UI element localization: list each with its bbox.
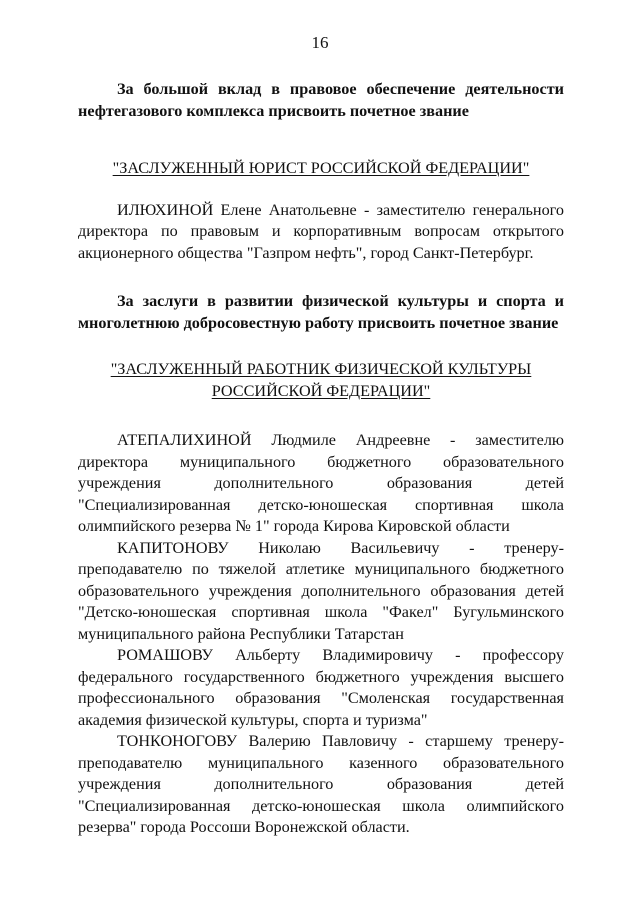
award-recipient-romashov: РОМАШОВУ Альберту Владимировичу - профессору федерального государственного бюджетного учреждения высшего профессионального образования "Смоленская государственная академия физической культуры, спорта и туризма" [78, 646, 564, 729]
award-recipient-atepalikhina: АТЕПАЛИХИНОЙ Людмиле Андреевне - заместителю директора муниципального бюджетного образовательного учреждения дополнительного образования детей "Специализированная детско-юношеская спортивная школа олимпийского резерва № 1" города Кирова Кировской области [78, 431, 564, 535]
award-title-line: "ЗАСЛУЖЕННЫЙ ЮРИСТ РОССИЙСКОЙ ФЕДЕРАЦИИ" [112, 159, 530, 177]
award-title-lawyer [78, 158, 564, 180]
award-title-line: "ЗАСЛУЖЕННЫЙ РАБОТНИК ФИЗИЧЕСКОЙ КУЛЬТУРЫ [110, 360, 532, 378]
award-intro-sport: За заслуги в развитии физической культуры и спорта и многолетнюю добросовестную работу присвоить почетное звание [78, 292, 564, 332]
award-recipient-kapitonov: КАПИТОНОВУ Николаю Васильевичу - тренеру-преподавателю по тяжелой атлетике муниципального бюджетного образовательного учреждения дополнительного образования детей "Детско-юношеская спортивная школа "Факел" Бугульминского муниципального района Республики Татарстан [78, 538, 564, 643]
award-recipient-ilyukhina: ИЛЮХИНОЙ Елене Анатольевне - заместителю генерального директора по правовым и корпоративным вопросам открытого акционерного общества "Газпром нефть", город Санкт-Петербург. [78, 200, 564, 262]
document-body [78, 79, 564, 839]
award-title-line: РОССИЙСКОЙ ФЕДЕРАЦИИ" [211, 382, 431, 400]
award-title-sport [78, 358, 564, 402]
award-intro-lawyer: За большой вклад в правовое обеспечение деятельности нефтегазового комплекса присвоить почетное звание [78, 80, 564, 120]
award-recipient-tonkonogov: ТОНКОНОГОВУ Валерию Павловичу - старшему тренеру-преподавателю муниципального казенного образовательного учреждения дополнительного образования детей "Специализированная детско-юношеская школа олимпийского резерва" города Россоши Воронежской области. [78, 732, 564, 836]
page-number: 16 [311, 33, 329, 52]
